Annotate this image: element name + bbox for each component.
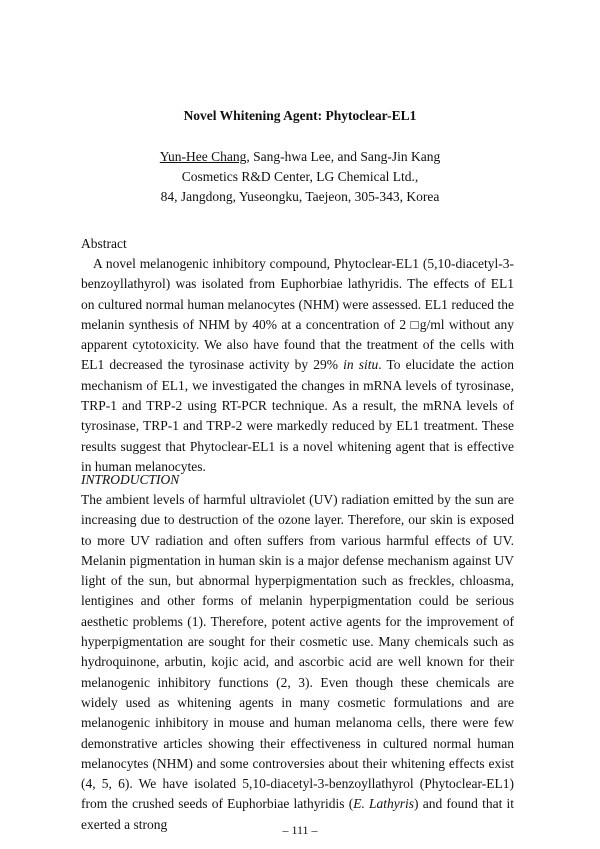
abstract-text-part1: A novel melanogenic inhibitory compound, Phytoclear-EL1 (5,10-diacetyl-3-benzoyllathyrol) was isolated from Euphorbiae lathyridis. The effects of EL1 on cultured normal human melanocytes (NHM) were assessed. EL1 reduced the melanin synthesis of NHM by 40% at a concentration of 2 □g/ml without any apparent cytotoxicity. We also have found that the treatment of the cells with EL1 decreased the tyrosinase activity by 29% (81, 256, 514, 373)
coauthors: , Sang-hwa Lee, and Sang-Jin Kang (246, 149, 441, 164)
abstract-insitu: in situ (343, 357, 379, 373)
first-author: Yun-Hee Chang (159, 149, 247, 164)
abstract-heading: Abstract (81, 236, 127, 251)
abstract-text-part2: . To elucidate the action mechanism of EL1, we investigated the changes in mRNA levels of tyrosinase, TRP-1 and TRP-2 using RT-PCR technique. As a result, the mRNA levels of tyrosinase, TRP-1 and TRP-2 were markedly reduced by EL1 treatment. These results suggest that Phytoclear-EL1 is a novel whitening agent that is effective in human melanocytes. (81, 357, 514, 474)
intro-text-part2: ) and found that it exerted a strong (81, 796, 515, 832)
affiliation: Cosmetics R&D Center, LG Chemical Ltd., (181, 169, 419, 184)
author-block (0, 147, 600, 207)
address: 84, Jangdong, Yuseongku, Taejeon, 305-343, Korea (160, 189, 440, 204)
page-number: – 111 – (282, 823, 318, 837)
author-line (0, 147, 600, 167)
introduction-heading: INTRODUCTION (81, 472, 180, 487)
abstract-paragraph (81, 254, 514, 477)
paper-title: Novel Whitening Agent: Phytoclear-EL1 (183, 108, 417, 123)
introduction-paragraph (81, 490, 514, 835)
intro-species: E. Lathyris (353, 796, 415, 812)
intro-text-part1: The ambient levels of harmful ultraviolet (UV) radiation emitted by the sun are increasing due to destruction of the ozone layer. Therefore, our skin is exposed to more UV radiation and often suffers from various harmful effects of UV. Melanin pigmentation in human skin is a major defense mechanism against UV light of the sun, but abnormal hyperpigmentation such as freckles, chloasma, lentigines and other forms of melanin hyperpigmentation could be serious aesthetic problems (1). Therefore, potent active agents for the improvement of hyperpigmentation are sought for their cosmetic use. Many chemicals such as hydroquinone, arbutin, kojic acid, and ascorbic acid are well known for their melanogenic inhibitory functions (2, 3). Even though these chemicals are widely used as whitening agents in many cosmetic formulations and are melanogenic inhibitory in mouse and human melanoma cells, there were few demonstrative articles showing their effectiveness in cultured normal human melanocytes (NHM) and some controversies about their whitening effects exist (4, 5, 6). We have isolated 5,10-diacetyl-3-benzoyllathyrol (Phytoclear-EL1) from the crushed seeds of Euphorbiae lathyridis ( (81, 492, 514, 812)
